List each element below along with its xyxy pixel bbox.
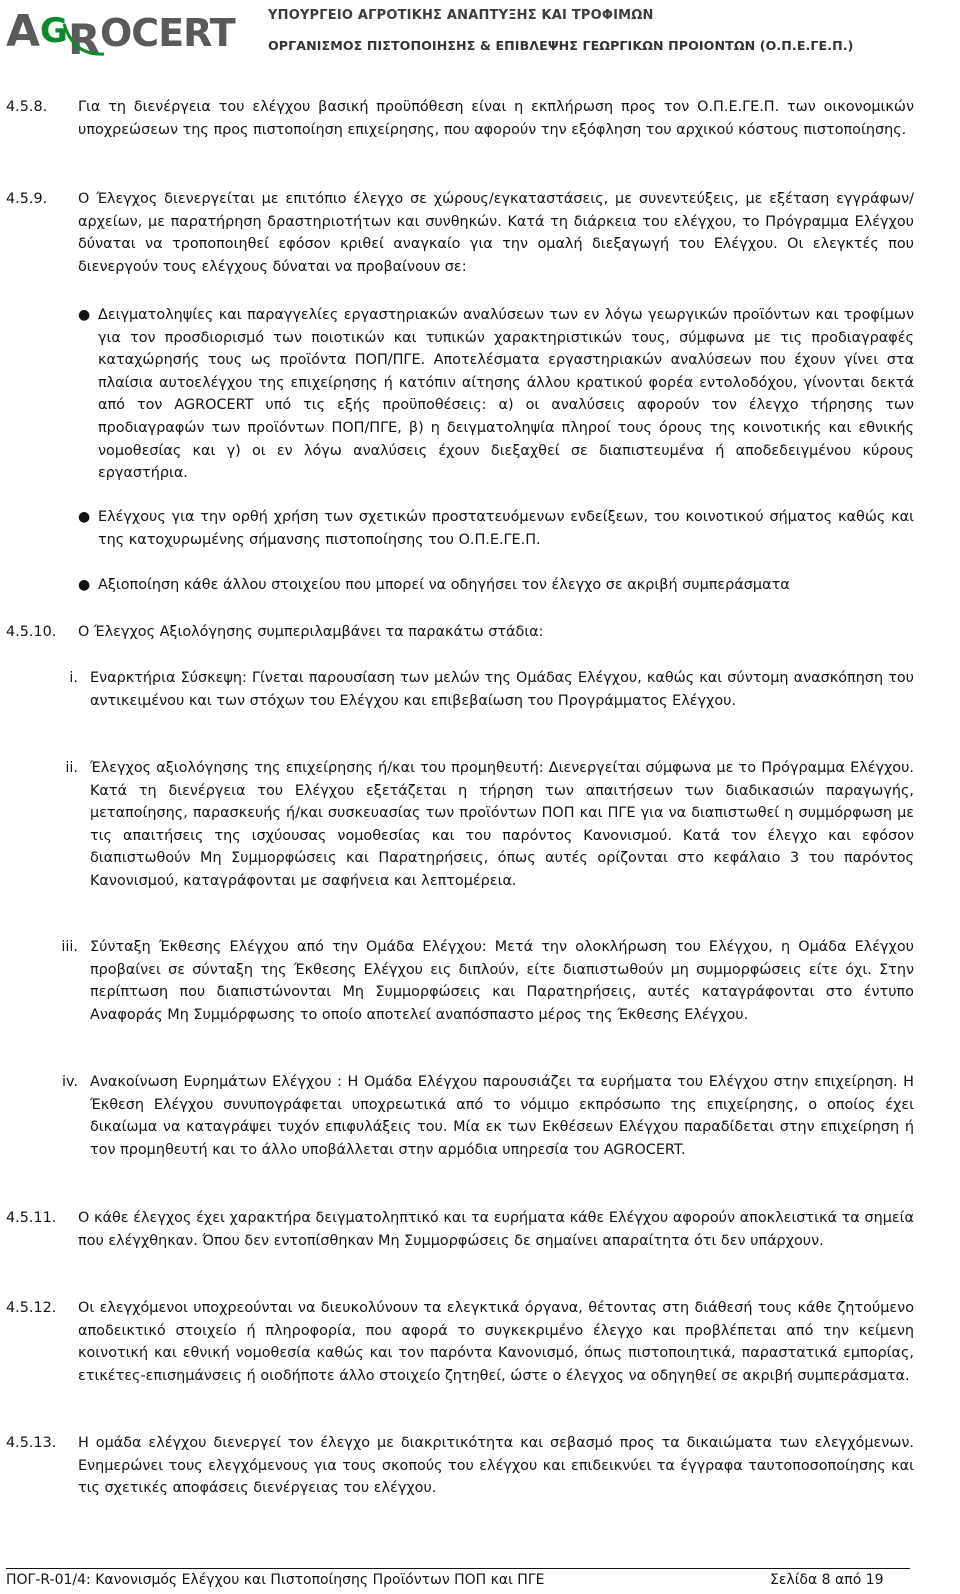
- section-number: 4.5.12.: [6, 1300, 57, 1316]
- stage-text: Ανακοίνωση Ευρημάτων Ελέγχου : Η Ομάδα Ελέγχου παρουσιάζει τα ευρήματα του Ελέγχου στην επιχείρηση. Η Έκθεση Ελέγχου συνυπογράφεται υποχρεωτικά από το νόμιμο εκπρόσωπο της επιχείρησης, ο οποίος έχει δικαίωμα να καταγράψει τυχόν επιφυλάξεις του. Μία εκ των Εκθέσεων Ελέγχου παραδίδεται στην επιχείρηση ή τον προμηθευτή και το άλλο υποβάλλεται στην αρμόδια υπηρεσία του AGROCERT.: [90, 1074, 914, 1158]
- stage-label: iii.: [61, 939, 78, 955]
- section-text: Οι ελεγχόμενοι υποχρεούνται να διευκολύνουν τα ελεγκτικά όργανα, θέτοντας στη διάθεσή τους κάθε ζητούμενο αποδεικτικό στοιχείο ή πληροφορία, που αφορά το συγκεκριμένο έλεγχο και προβλέπεται από την κείμενη κοινοτική και εθνική νομοθεσία καθώς και τον παρόντα Κανονισμό, όπως πιστοποιητικά, παραστατικά εμπορίας, ετικέτες-επισημάνσεις ή οιοδήποτε άλλο στοιχείο ζητηθεί, ώστε ο έλεγχος να οδηγηθεί σε ακριβή συμπεράσματα.: [78, 1300, 914, 1384]
- page-header: [0, 0, 960, 62]
- footer-document-code: ΠΟΓ-R-01/4: Κανονισμός Ελέγχου και Πιστοποίησης Προϊόντων ΠΟΠ και ΠΓΕ: [6, 1572, 545, 1588]
- section-number: 4.5.13.: [6, 1435, 57, 1451]
- svg-text:G: G: [40, 11, 68, 51]
- section-number: 4.5.9.: [6, 191, 48, 207]
- stage-text: Έλεγχος αξιολόγησης της επιχείρησης ή/και του προμηθευτή: Διενεργείται σύμφωνα με το Πρόγραμμα Ελέγχου. Κατά τη διενέργεια του Ελέγχου εξετάζεται η τήρηση των απαιτήσεων των διαδικασιών παραγωγής, μεταποίησης, παρασκευής ή/και συσκευασίας των προϊόντων ΠΟΠ και ΠΓΕ για να διαπιστωθεί η συμμόρφωση με τις απαιτήσεις της ισχύουσας νομοθεσίας και του παρόντος Κανονισμού. Κατά τον έλεγχο και εφόσον διαπιστωθούν Μη Συμμορφώσεις και Παρατηρήσεις, όπως αυτές ορίζονται στο κεφάλαιο 3 του παρόντος Κανονισμού, καταγράφονται με σαφήνεια και λεπτομέρεια.: [90, 760, 914, 889]
- stage-label: ii.: [65, 760, 78, 776]
- list-item: Αξιοποίηση κάθε άλλου στοιχείου που μπορεί να οδηγήσει τον έλεγχο σε ακριβή συμπεράσματα: [98, 577, 790, 593]
- bullet-icon: ●: [78, 509, 91, 525]
- section-number: 4.5.10.: [6, 624, 57, 640]
- list-item: Ελέγχους για την ορθή χρήση των σχετικών προστατευόμενων ενδείξεων, του κοινοτικού σήματος καθώς και της κατοχυρωμένης σήμανσης πιστοποίησης του Ο.Π.Ε.ΓΕ.Π.: [98, 509, 914, 548]
- section-number: 4.5.8.: [6, 99, 48, 115]
- footer-divider: [6, 1568, 910, 1569]
- stage-text: Σύνταξη Έκθεσης Ελέγχου από την Ομάδα Ελέγχου: Μετά την ολοκλήρωση του Ελέγχου, η Ομάδα Ελέγχου προβαίνει σε σύνταξη της Έκθεσης Ελέγχου εις διπλούν, είτε διαπιστωθούν μη συμμορφώσεις είτε όχι. Στην περίπτωση που διαπιστώνονται Μη Συμμορφώσεις και Παρατηρήσεις, αυτές καταγράφονται στο έντυπο Αναφοράς Μη Συμμόρφωσης το οποίο αποτελεί αναπόσπαστο μέρος της Έκθεσης Ελέγχου.: [90, 939, 914, 1023]
- section-text: Για τη διενέργεια του ελέγχου βασική προϋπόθεση είναι η εκπλήρωση προς τον Ο.Π.Ε.ΓΕ.Π. των οικονομικών υποχρεώσεων της προς πιστοποίηση επιχείρησης, που αφορούν την εξόφληση του αρχικού κόστους πιστοποίησης.: [78, 99, 914, 138]
- bullet-icon: ●: [78, 577, 91, 593]
- ministry-name: ΥΠΟΥΡΓΕΙΟ ΑΓΡΟΤΙΚΗΣ ΑΝΑΠΤΥΞΗΣ ΚΑΙ ΤΡΟΦΙΜΩΝ: [268, 8, 654, 23]
- agency-banner: [268, 8, 958, 56]
- stage-text: Εναρκτήρια Σύσκεψη: Γίνεται παρουσίαση των μελών της Ομάδας Ελέγχου, καθώς και σύντομη ανασκόπηση του αντικειμένου και των στόχων του Ελέγχου και επιβεβαίωση του Προγράμματος Ελέγχου.: [90, 670, 914, 709]
- section-text: Ο Έλεγχος διενεργείται με επιτόπιο έλεγχο σε χώρους/εγκαταστάσεις, με συνεντεύξεις, με εξέταση εγγράφων/αρχείων, με παρατήρηση δραστηριοτήτων και συνθηκών. Κατά τη διάρκεια του ελέγχου, το Πρόγραμμα Ελέγχου δύναται να τροποποιηθεί εφόσον κριθεί αναγκαίο για την ομαλή διεξαγωγή του Ελέγχου. Οι ελεγκτές που διενεργούν τους ελέγχους δύναται να προβαίνουν σε:: [78, 191, 914, 275]
- section-text: Ο κάθε έλεγχος έχει χαρακτήρα δειγματοληπτικό και τα ευρήματα κάθε Ελέγχου αφορούν αποκλειστικά τα σημεία που ελέγχθηκαν. Όπου δεν εντοπίσθηκαν Μη Συμμορφώσεις δε σημαίνει απαραίτητα ότι δεν υπάρχουν.: [78, 1210, 914, 1249]
- list-item: Δειγματοληψίες και παραγγελίες εργαστηριακών αναλύσεων των εν λόγω γεωργικών προϊόντων και τροφίμων για τον προσδιορισμό των ποιοτικών και τυπικών χαρακτηριστικών τους, σύμφωνα με τις προδιαγραφές καταχώρησής τους ως προϊόντα ΠΟΠ/ΠΓΕ. Αποτελέσματα εργαστηριακών αναλύσεων που έχουν γίνει στα πλαίσια αυτοελέγχου της επιχείρησης ή κατόπιν αίτησης άλλου κρατικού φορέα εντολοδόχου, γίνονται δεκτά από τον AGROCERT υπό τις εξής προϋποθέσεις: α) οι αναλύσεις αφορούν τον έλεγχο τήρησης των προδιαγραφών των προϊόντων ΠΟΠ/ΠΓΕ, β) η δειγματοληψία πληροί τους όρους της κοινοτικής και εθνικής νομοθεσίας και γ) οι εν λόγω αναλύσεις έχουν διεξαχθεί σε διαπιστευμένα ή αποδεδειγμένου κύρους εργαστήρια.: [98, 307, 914, 482]
- section-number: 4.5.11.: [6, 1210, 57, 1226]
- svg-text:R: R: [68, 15, 100, 62]
- organization-name: ΟΡΓΑΝΙΣΜΟΣ ΠΙΣΤΟΠΟΙΗΣΗΣ & ΕΠΙΒΛΕΨΗΣ ΓΕΩΡΓΙΚΩΝ ΠΡΟΙΟΝΤΩΝ (Ο.Π.Ε.ΓΕ.Π.): [268, 37, 854, 53]
- stage-label: iv.: [62, 1074, 78, 1090]
- section-text: Ο Έλεγχος Αξιολόγησης συμπεριλαμβάνει τα παρακάτω στάδια:: [78, 624, 544, 640]
- stage-label: i.: [69, 670, 78, 686]
- svg-text:OCERT: OCERT: [100, 11, 235, 55]
- agrocert-logo: [4, 2, 266, 62]
- section-text: Η ομάδα ελέγχου διενεργεί τον έλεγχο με διακριτικότητα και σεβασμό προς τα δικαιώματα των ελεγχόμενων. Ενημερώνει τους ελεγχόμενους για τους σκοπούς του ελέγχου και επιδεικνύει τα έγγραφα ταυτοποσοποίησης και τις σχετικές αποφάσεις διενέργειας του ελέγχου.: [78, 1435, 914, 1497]
- bullet-icon: ●: [78, 307, 91, 323]
- footer-page-number: Σελίδα 8 από 19: [770, 1572, 884, 1588]
- svg-text:A: A: [6, 6, 40, 57]
